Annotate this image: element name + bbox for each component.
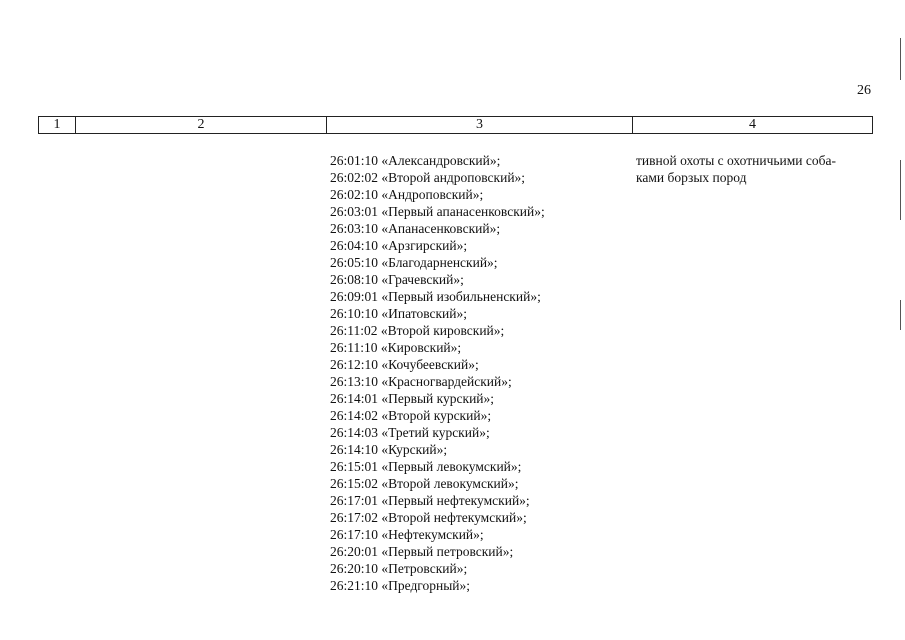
list-item: 26:11:10 «Кировский»; [330, 340, 462, 355]
purpose-description [636, 152, 836, 186]
column-header-2: 2 [75, 117, 326, 133]
list-item: 26:03:10 «Апанасенковский»; [330, 221, 501, 236]
list-item: 26:03:01 «Первый апанасенковский»; [330, 204, 545, 219]
column-header-row [38, 116, 873, 134]
list-item: 26:21:10 «Предгорный»; [330, 578, 471, 593]
list-item: 26:01:10 «Александровский»; [330, 153, 501, 168]
scan-edge-mark [900, 160, 901, 220]
list-item: 26:13:10 «Красногвардейский»; [330, 374, 512, 389]
list-item: 26:08:10 «Грачевский»; [330, 272, 464, 287]
list-item: 26:15:02 «Второй левокумский»; [330, 476, 519, 491]
description-line: тивной охоты с охотничьими соба- [636, 153, 836, 168]
list-item: 26:20:10 «Петровский»; [330, 561, 468, 576]
list-item: 26:14:01 «Первый курский»; [330, 391, 495, 406]
list-item: 26:11:02 «Второй кировский»; [330, 323, 505, 338]
scan-edge-mark [900, 300, 901, 330]
page-number: 26 [857, 83, 871, 98]
description-line: ками борзых пород [636, 170, 747, 185]
list-item: 26:17:01 «Первый нефтекумский»; [330, 493, 530, 508]
list-item: 26:04:10 «Арзгирский»; [330, 238, 468, 253]
list-item: 26:15:01 «Первый левокумский»; [330, 459, 522, 474]
list-item: 26:20:01 «Первый петровский»; [330, 544, 514, 559]
scan-edge-mark [900, 38, 901, 80]
list-item: 26:10:10 «Ипатовский»; [330, 306, 468, 321]
list-item: 26:14:02 «Второй курский»; [330, 408, 492, 423]
list-item: 26:02:02 «Второй андроповский»; [330, 170, 526, 185]
column-header-3: 3 [326, 117, 632, 133]
list-item: 26:12:10 «Кочубеевский»; [330, 357, 479, 372]
hunting-ground-code-list [330, 152, 545, 594]
column-header-4: 4 [632, 117, 872, 133]
list-item: 26:02:10 «Андроповский»; [330, 187, 484, 202]
column-header-1: 1 [53, 117, 61, 132]
list-item: 26:14:03 «Третий курский»; [330, 425, 490, 440]
list-item: 26:17:02 «Второй нефтекумский»; [330, 510, 527, 525]
list-item: 26:09:01 «Первый изобильненский»; [330, 289, 541, 304]
list-item: 26:17:10 «Нефтекумский»; [330, 527, 484, 542]
list-item: 26:14:10 «Курский»; [330, 442, 448, 457]
list-item: 26:05:10 «Благодарненский»; [330, 255, 498, 270]
